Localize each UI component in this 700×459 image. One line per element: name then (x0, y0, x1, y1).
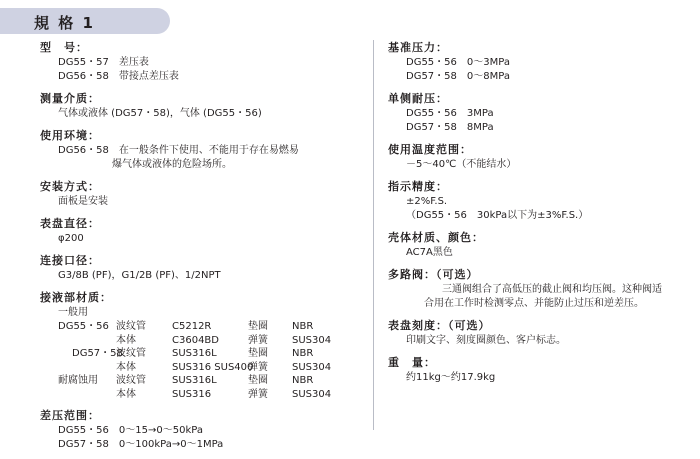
spec-label: 型 号： (40, 41, 88, 54)
spec-label: 基准压力： (388, 41, 448, 54)
spec-block-medium (40, 91, 370, 121)
material-spec2: NBR (292, 375, 314, 386)
right-column (388, 40, 688, 392)
spec-label: 表盘刻度：（可选） (388, 319, 491, 332)
spec-block-dial-scale (388, 318, 688, 348)
spec-label: 差压范围： (40, 409, 100, 422)
spec-value: （DG55・56 30kPa以下为±3%F.S.） (406, 210, 589, 221)
material-spec: SUS316L (172, 375, 217, 386)
spec-block-accuracy (388, 179, 688, 223)
material-spec: C5212R (172, 321, 212, 332)
material-part2: 弹簧 (248, 388, 268, 400)
material-subtitle: 一般用 (58, 307, 88, 318)
material-model (40, 361, 116, 375)
material-spec2: SUS304 (292, 334, 332, 346)
spec-block-weight (388, 355, 688, 385)
spec-label: 连接口径： (40, 254, 100, 267)
spec-value: 印刷文字、刻度圈颜色、客户标志。 (406, 335, 566, 346)
material-part2: 弹簧 (248, 361, 268, 373)
spec-block-differential-range (40, 408, 370, 452)
spec-value: DG55・56 0～3MPa (406, 57, 510, 68)
page-header (0, 8, 180, 34)
spec-block-case-material (388, 230, 688, 260)
spec-label: 重 量： (388, 356, 436, 369)
spec-label: 壳体材质、颜色： (388, 231, 484, 244)
material-row (40, 374, 370, 388)
spec-block-reference-pressure (388, 40, 688, 84)
material-part: 本体 (116, 361, 136, 373)
spec-block-dial-diameter (40, 216, 370, 246)
material-spec2: SUS304 (292, 361, 332, 373)
spec-label: 表盘直径： (40, 217, 100, 230)
material-spec2: SUS304 (292, 388, 332, 400)
material-row (40, 388, 370, 402)
spec-value: G3/8B (PF)，G1/2B (PF)、1/2NPT (58, 270, 221, 281)
column-divider (373, 40, 374, 430)
material-model: DG57・58 (72, 348, 123, 359)
spec-value: DG55・56 0～15→0～50kPa (58, 425, 203, 436)
material-spec: SUS316 (172, 388, 212, 400)
material-row (40, 361, 370, 375)
spec-label: 多路阀：（可选） (388, 268, 479, 281)
spec-value: 气体或液体 (DG57・58)，气体 (DG55・56) (58, 108, 262, 119)
material-model (40, 388, 116, 402)
material-part2: 垫圈 (248, 321, 268, 332)
spec-value: DG57・58 0～8MPa (406, 71, 510, 82)
spec-value: DG55・57 差压表 (58, 57, 149, 68)
spec-value: 约11kg～约17.9kg (406, 372, 496, 383)
spec-block-model (40, 40, 370, 84)
spec-value: DG56・58 在一般条件下使用、不能用于存在易燃易 (58, 145, 299, 156)
spec-label: 单侧耐压： (388, 92, 448, 105)
spec-value: 三通阀组合了高低压的截止阀和均压阀。这种阀适 (442, 284, 662, 295)
page-title: 規 格 1 (34, 14, 95, 32)
spec-value: AC7A黑色 (406, 247, 453, 258)
spec-value: DG57・58 0～100kPa→0～1MPa (58, 439, 224, 450)
material-model: 耐腐蚀用 (58, 375, 98, 386)
material-spec2: NBR (292, 348, 314, 359)
spec-block-environment (40, 128, 370, 172)
spec-value: 爆气体或液体的危险场所。 (112, 159, 232, 170)
material-part: 本体 (116, 388, 136, 400)
material-part2: 弹簧 (248, 334, 268, 346)
material-spec2: NBR (292, 321, 314, 332)
material-model (40, 334, 116, 348)
material-spec: SUS316L (172, 348, 217, 359)
material-part: 波纹管 (116, 348, 146, 359)
spec-value: 面板是安装 (58, 196, 108, 207)
material-model: DG55・56 (58, 321, 109, 332)
material-row (40, 334, 370, 348)
spec-value: DG55・56 3MPa (406, 108, 494, 119)
material-row (40, 347, 370, 361)
spec-value: DG56・58 带接点差压表 (58, 71, 179, 82)
spec-label: 使用环境： (40, 129, 100, 142)
spec-value: DG57・58 8MPa (406, 122, 494, 133)
material-row (40, 320, 370, 334)
spec-label: 接液部材质： (40, 291, 112, 304)
spec-block-temperature-range (388, 142, 688, 172)
spec-label: 安装方式： (40, 180, 100, 193)
material-spec: SUS316 SUS400 (172, 361, 254, 373)
spec-block-mounting (40, 179, 370, 209)
material-spec: C3604BD (172, 334, 219, 346)
spec-value: ±2%F.S. (406, 196, 448, 207)
spec-label: 测量介质： (40, 92, 100, 105)
spec-label: 指示精度： (388, 180, 448, 193)
spec-block-manifold-valve (388, 267, 688, 311)
material-part2: 垫圈 (248, 348, 268, 359)
material-part: 波纹管 (116, 375, 146, 386)
material-part: 本体 (116, 334, 136, 346)
spec-block-wetted-material (40, 290, 370, 401)
spec-label: 使用温度范围： (388, 143, 472, 156)
left-column (40, 40, 370, 459)
material-part: 波纹管 (116, 321, 146, 332)
spec-value: φ200 (58, 233, 84, 244)
spec-block-single-side-pressure (388, 91, 688, 135)
spec-value: －5～40℃（不能结水） (406, 159, 517, 170)
spec-value: 合用在工作时检测零点、并能防止过压和逆差压。 (424, 298, 644, 309)
spec-block-connection (40, 253, 370, 283)
material-part2: 垫圈 (248, 375, 268, 386)
